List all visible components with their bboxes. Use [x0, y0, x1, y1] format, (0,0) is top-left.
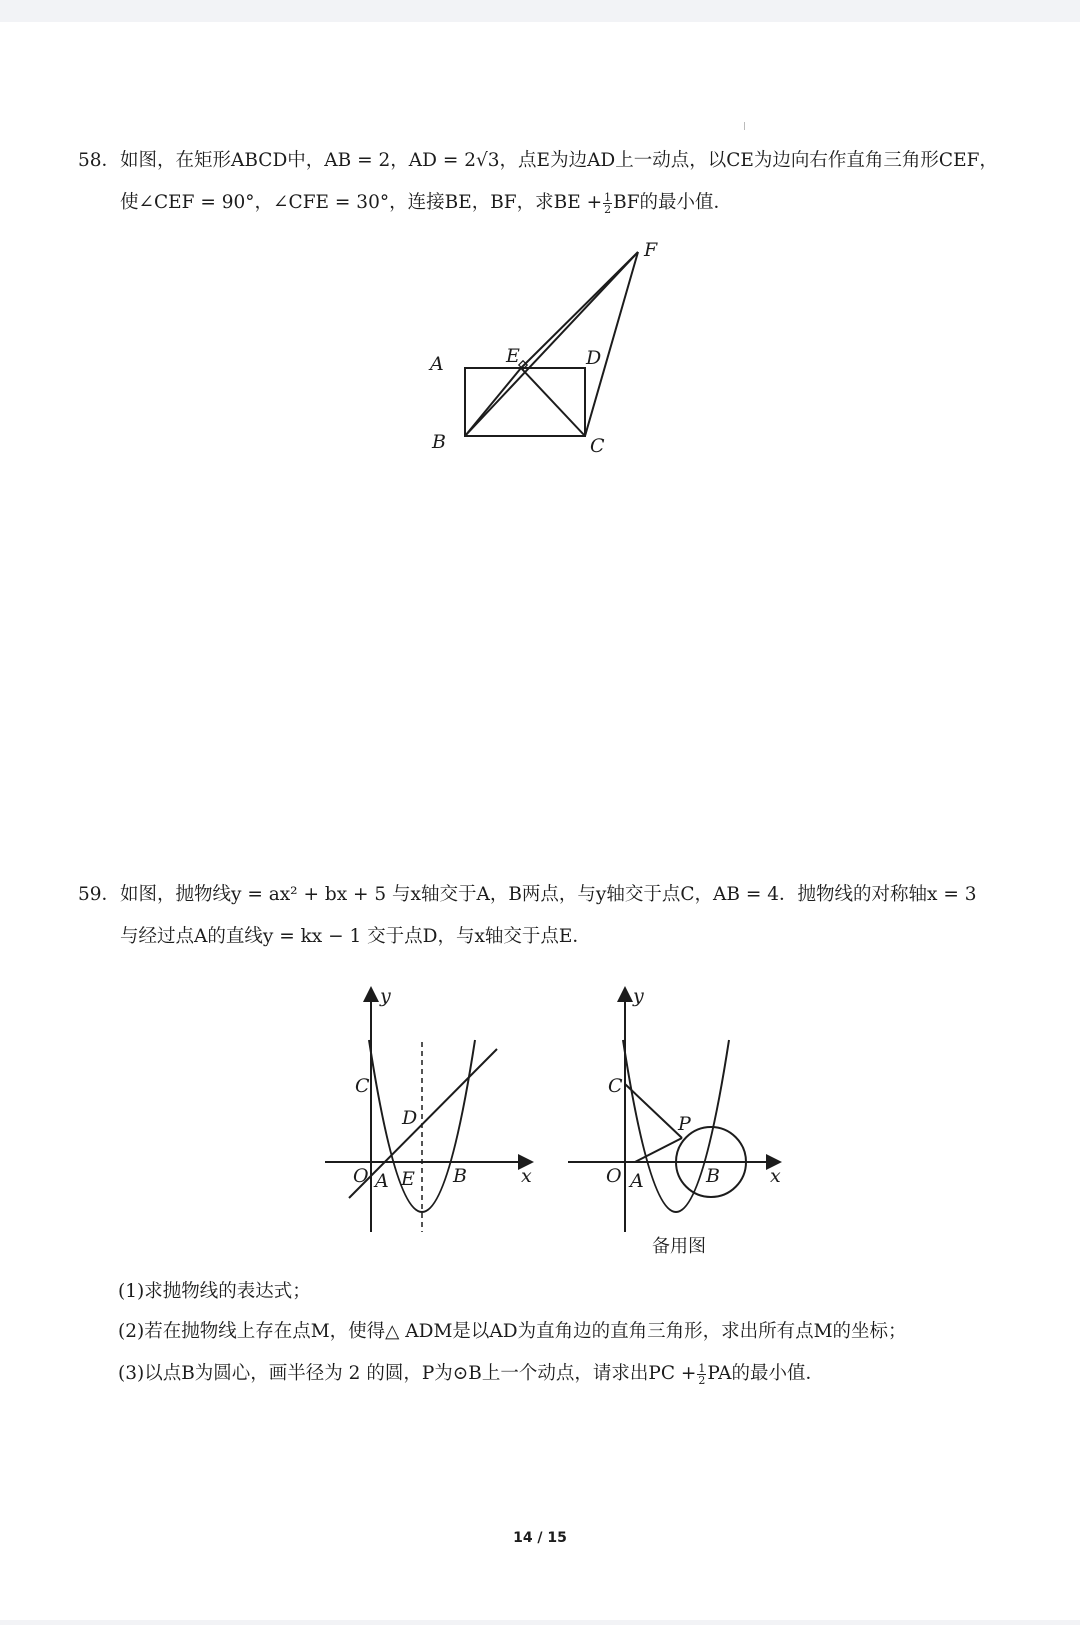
point-label-c: C	[608, 1075, 623, 1097]
document-page	[0, 22, 1080, 1620]
question-59-line-1	[78, 874, 1008, 916]
page-mark	[744, 122, 745, 130]
figure-58-rectangle	[420, 222, 680, 472]
point-label-e: E	[506, 345, 520, 367]
point-label-a: A	[630, 1170, 644, 1192]
question-number: 59．	[78, 884, 121, 905]
point-label-e: E	[401, 1168, 415, 1190]
page-number: 14 / 15	[513, 1530, 567, 1546]
question-number: 58．	[78, 150, 121, 171]
subquestion-1: (1)求抛物线的表达式；	[118, 1281, 311, 1302]
fraction	[697, 1363, 706, 1386]
subquestion-3	[118, 1354, 824, 1394]
fraction	[603, 192, 612, 215]
question-text: BF的最小值．	[613, 192, 733, 213]
point-label-c: C	[355, 1075, 370, 1097]
subquestion-3-text: (3)以点B为圆心，画半径为 2 的圆，P为⊙B上一个动点，请求出PC +	[118, 1363, 697, 1384]
figure-59-backup	[568, 982, 798, 1232]
question-59	[78, 874, 1008, 958]
figure-59-main	[325, 982, 555, 1232]
figure-caption: 备用图	[652, 1236, 706, 1257]
question-58-line-1	[78, 140, 1008, 182]
subquestion-2: (2)若在抛物线上存在点M，使得△ ADM是以AD为直角边的直角三角形，求出所有点M的坐标；	[118, 1321, 907, 1342]
point-label-o: O	[606, 1165, 622, 1187]
question-text: 与经过点A的直线y = kx − 1 交于点D，与x轴交于点E．	[120, 926, 591, 947]
point-label-a: A	[375, 1170, 389, 1192]
question-59-line-2	[78, 916, 1008, 958]
fraction-numerator: 1	[604, 190, 612, 204]
point-label-p: P	[678, 1113, 691, 1135]
axis-label-y: y	[380, 985, 391, 1007]
question-58	[78, 140, 1008, 224]
question-58-line-2	[78, 182, 1008, 224]
segment-pc	[625, 1084, 682, 1138]
axis-label-x: x	[770, 1165, 781, 1187]
point-label-d: D	[402, 1107, 418, 1129]
fraction-denominator: 2	[698, 1373, 706, 1387]
axis-label-x: x	[521, 1165, 532, 1187]
point-label-f: F	[644, 239, 658, 261]
fraction-numerator: 1	[698, 1361, 706, 1375]
point-label-d: D	[586, 347, 602, 369]
point-label-a: A	[430, 353, 444, 375]
fraction-denominator: 2	[604, 202, 612, 216]
point-label-b: B	[432, 431, 446, 453]
point-label-o: O	[353, 1165, 369, 1187]
point-label-b: B	[453, 1165, 467, 1187]
axis-label-y: y	[633, 985, 644, 1007]
question-text: 如图，抛物线y = ax² + bx + 5 与x轴交于A，B两点，与y轴交于点C，AB = 4．抛物线的对称轴x = 3	[120, 884, 977, 905]
point-label-c: C	[590, 435, 605, 457]
subquestion-3-text: PA的最小值．	[707, 1363, 824, 1384]
question-text: 如图，在矩形ABCD中，AB = 2，AD = 2√3，点E为边AD上一动点，以CE为边向右作直角三角形CEF，	[120, 150, 998, 171]
rectangle-abcd	[465, 368, 585, 436]
question-text: 使∠CEF = 90°，∠CFE = 30°，连接BE，BF，求BE +	[120, 192, 603, 213]
point-label-b: B	[706, 1165, 720, 1187]
